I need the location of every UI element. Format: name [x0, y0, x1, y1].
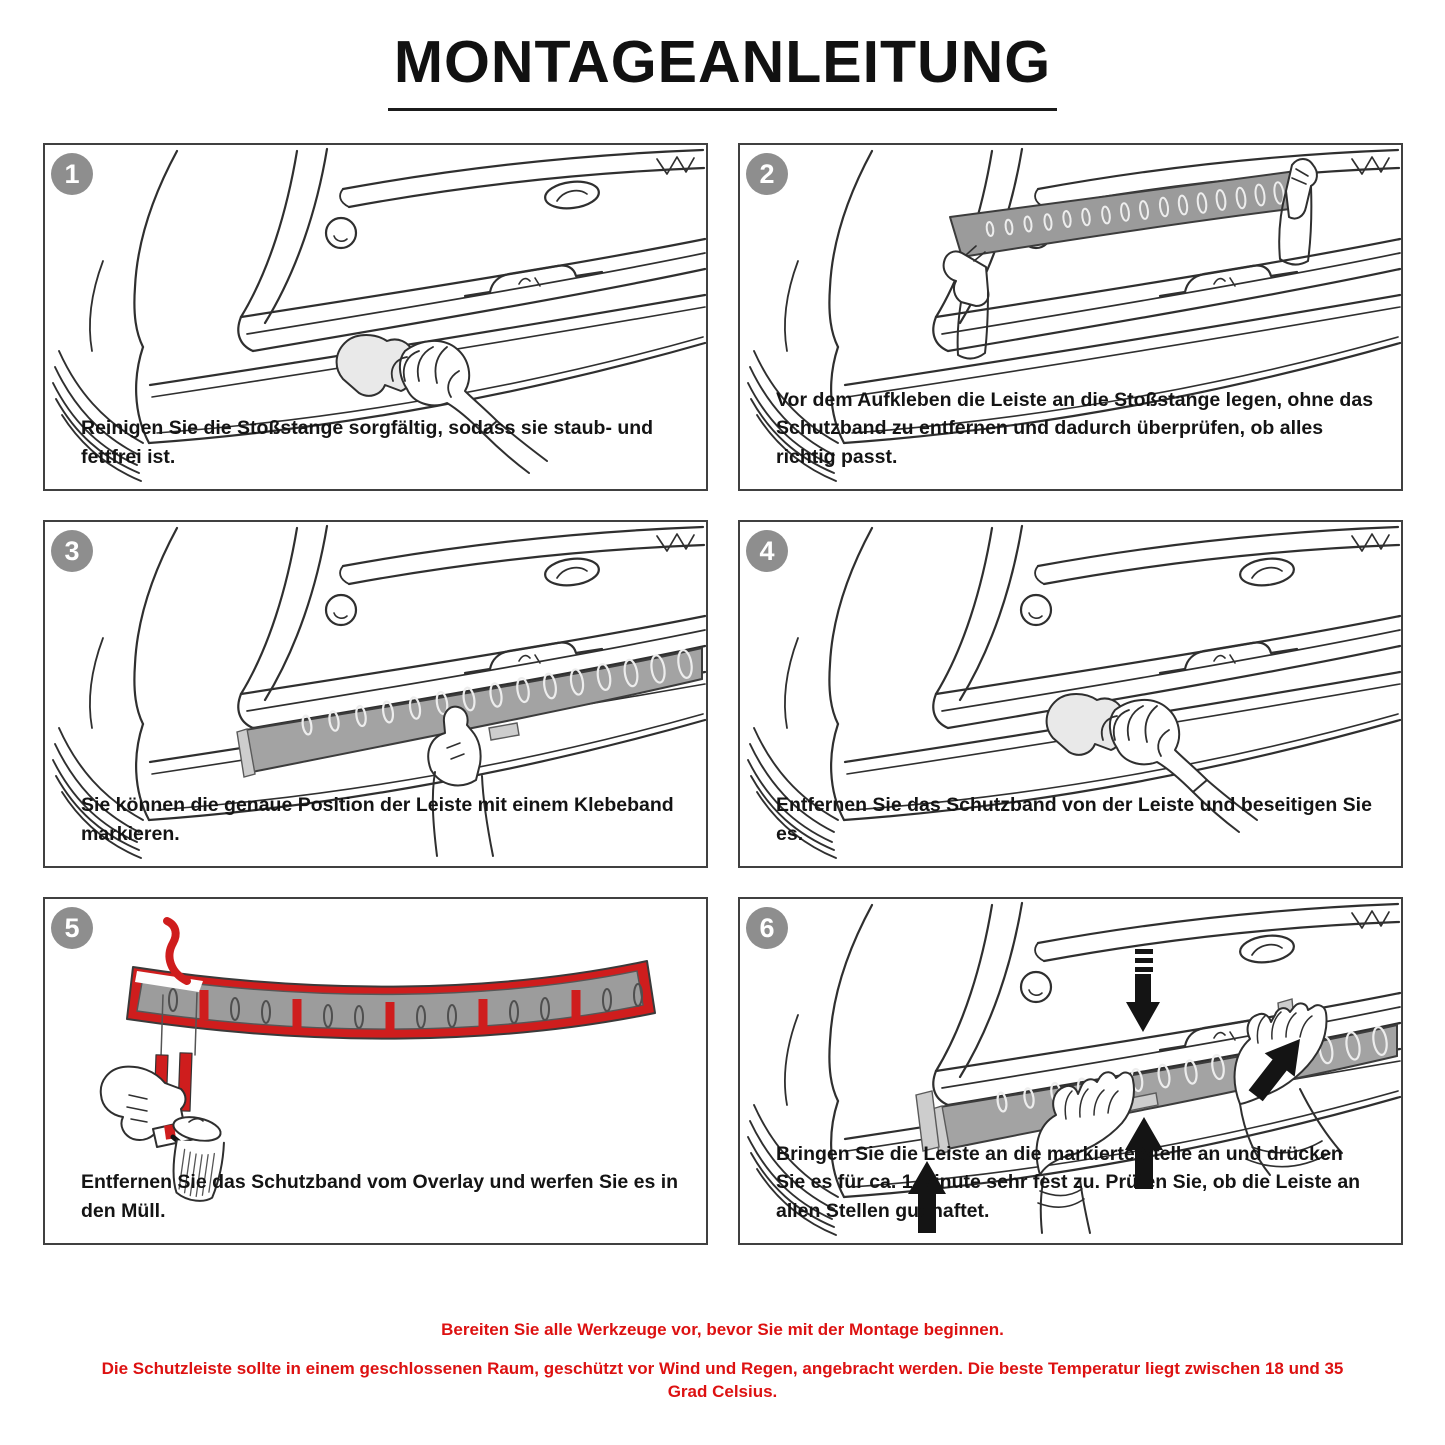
step-number: 2 [759, 158, 775, 189]
page-title: MONTAGEANLEITUNG [388, 28, 1057, 111]
step-caption: Entfernen Sie das Schutzband von der Leiste und beseitigen Sie es. [776, 794, 1372, 845]
step-panel-5 [43, 897, 708, 1245]
step-number: 6 [759, 912, 775, 943]
title-area [0, 28, 1445, 111]
step-number-badge [746, 153, 788, 195]
footer-warning-1: Bereiten Sie alle Werkzeuge vor, bevor Sie mit der Montage beginnen. [441, 1320, 1004, 1339]
protective-strip-icon [950, 171, 1306, 257]
step-panel-4 [738, 520, 1403, 868]
steps-grid [43, 143, 1403, 1245]
step-panel-3 [43, 520, 708, 868]
step-caption: Entfernen Sie das Schutzband vom Overlay und werfen Sie es in den Müll. [81, 1171, 679, 1222]
step-number: 1 [64, 158, 80, 189]
step-number: 3 [64, 535, 80, 566]
masking-tape-icon [489, 723, 519, 740]
overlay-strip-icon [127, 921, 655, 1039]
step-number-badge [51, 153, 93, 195]
step-caption: Sie können die genaue Position der Leiste mit einem Klebeband markieren. [81, 794, 674, 845]
footer-warning-2-cont: Grad Celsius. [667, 1382, 778, 1401]
step-number-badge [51, 530, 93, 572]
step-number: 5 [64, 912, 80, 943]
step-number-badge [746, 530, 788, 572]
left-hand-icon [944, 246, 989, 359]
footer-warning-2-line: Die Schutzleiste sollte in einem geschlossenen Raum, geschützt vor Wind und Regen, angebracht werden. Die beste Temperatur liegt zwischen 18 und 35 [101, 1359, 1344, 1378]
step-number-badge [746, 907, 788, 949]
step-caption: Bringen Sie die Leiste an die markierte Stelle an und drücken Sie es für ca. 1 Minute sehr fest zu. Prüfen Sie, ob die Leiste an allen Stellen gut haftet. [776, 1143, 1361, 1222]
step-caption: Reinigen Sie die Stoßstange sorgfältig, sodass sie staub- und fettfrei ist. [81, 417, 654, 468]
step-panel-1 [43, 143, 708, 491]
step-number-badge [51, 907, 93, 949]
footer-warning-2 [60, 1357, 1385, 1403]
step-number: 4 [759, 535, 775, 566]
step-panel-2 [738, 143, 1403, 491]
step-panel-6 [738, 897, 1403, 1245]
step-caption: Vor dem Aufkleben die Leiste an die Stoßstange legen, ohne das Schutzband zu entfernen und dadurch überprüfen, ob alles richtig passt. [776, 389, 1374, 468]
